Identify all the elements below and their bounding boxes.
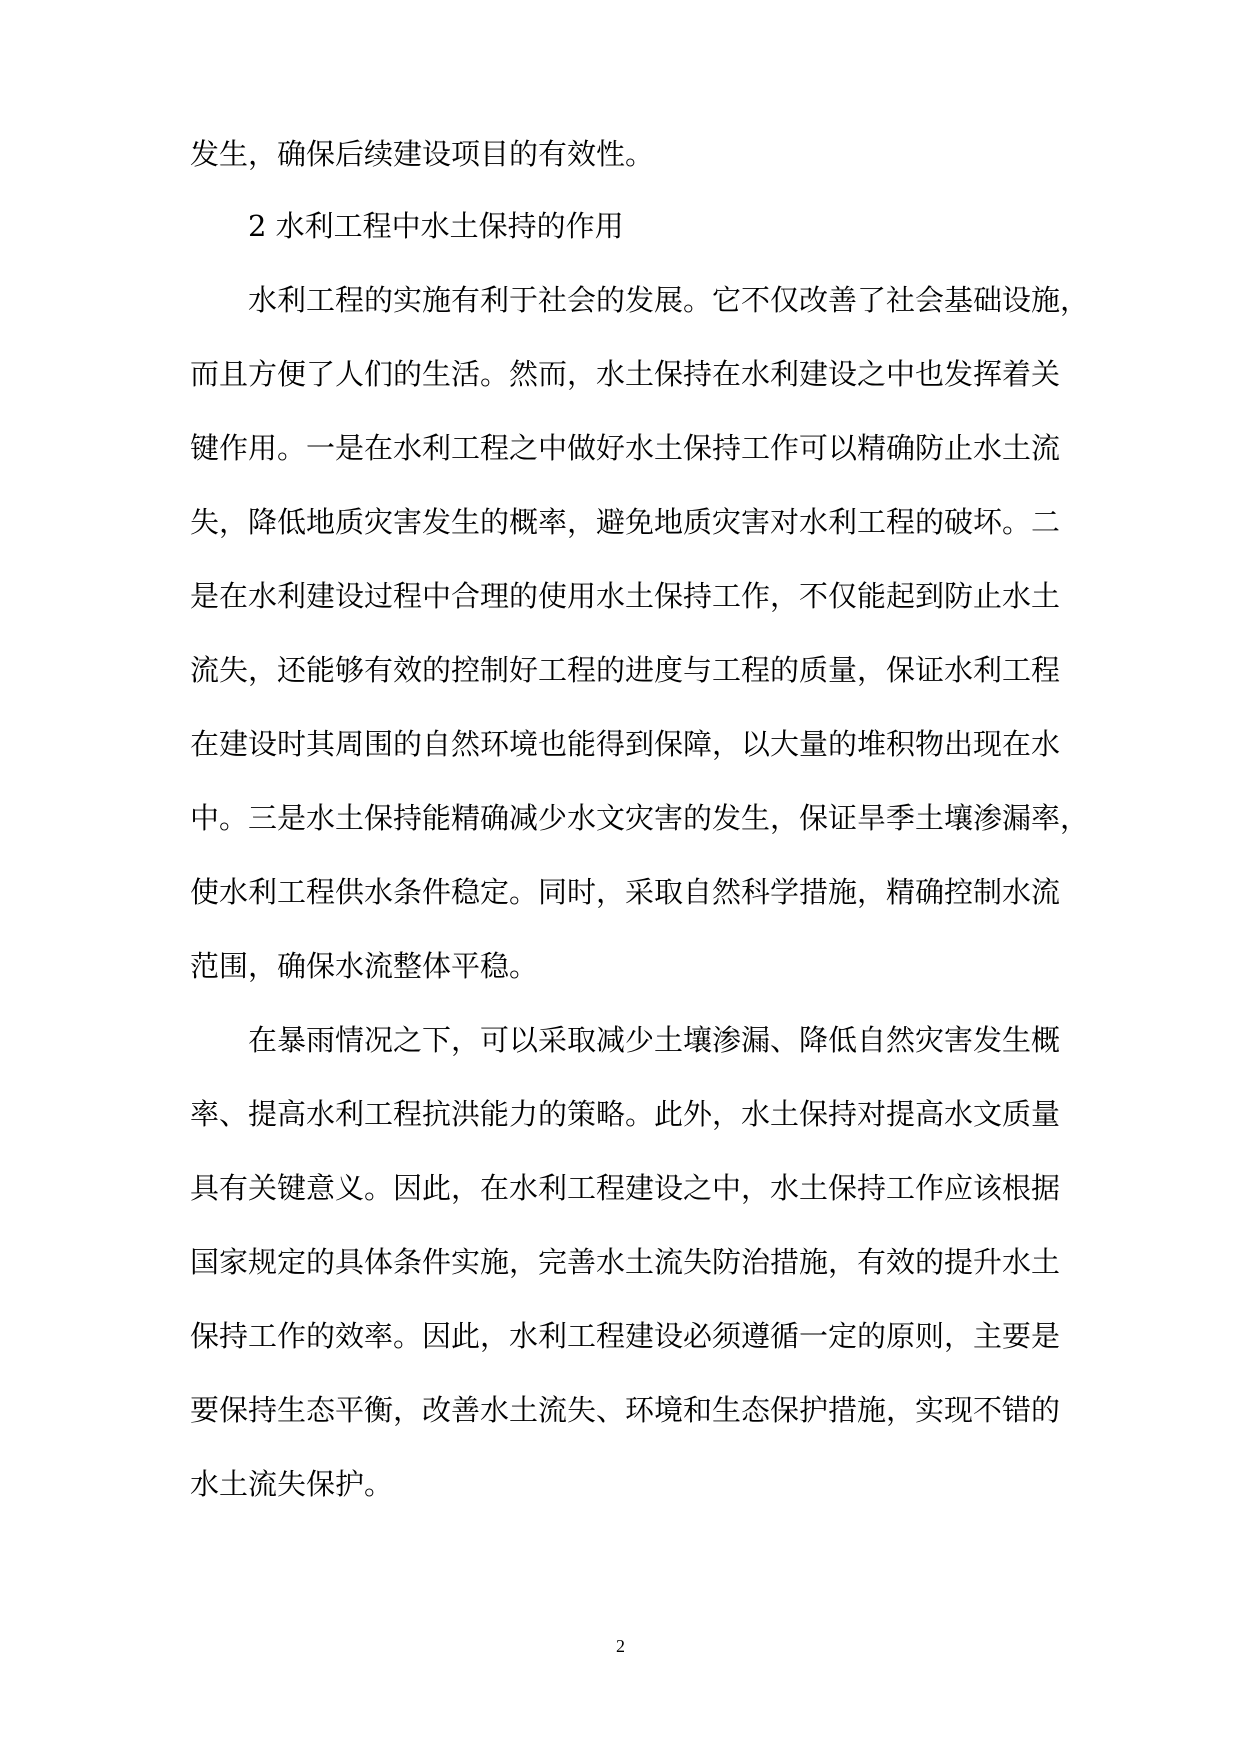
paragraph-line: 而且方便了人们的生活。然而，水土保持在水利建设之中也发挥着关 — [190, 357, 1061, 391]
paragraph-line: 在暴雨情况之下，可以采取减少土壤渗漏、降低自然灾害发生概 — [248, 1023, 1061, 1057]
paragraph-line: 是在水利建设过程中合理的使用水土保持工作，不仅能起到防止水土 — [190, 579, 1061, 613]
paragraph-line: 失，降低地质灾害发生的概率，避免地质灾害对水利工程的破坏。二 — [190, 505, 1061, 539]
paragraph-line: 要保持生态平衡，改善水土流失、环境和生态保护措施，实现不错的 — [190, 1393, 1061, 1427]
paragraph-line: 在建设时其周围的自然环境也能得到保障，以大量的堆积物出现在水 — [190, 727, 1061, 761]
paragraph-line: 水利工程的实施有利于社会的发展。它不仅改善了社会基础设施， — [248, 283, 1090, 317]
paragraph-line: 中。三是水土保持能精确减少水文灾害的发生，保证旱季土壤渗漏率， — [190, 801, 1090, 835]
paragraph-line: 键作用。一是在水利工程之中做好水土保持工作可以精确防止水土流 — [190, 431, 1061, 465]
paragraph-line: 保持工作的效率。因此，水利工程建设必须遵循一定的原则，主要是 — [190, 1319, 1061, 1353]
page-number: 2 — [616, 1636, 625, 1656]
paragraph-line: 国家规定的具体条件实施，完善水土流失防治措施，有效的提升水土 — [190, 1245, 1061, 1279]
section-heading: 2 水利工程中水土保持的作用 — [248, 209, 624, 243]
paragraph-line: 使水利工程供水条件稳定。同时，采取自然科学措施，精确控制水流 — [190, 875, 1061, 909]
paragraph-line: 率、提高水利工程抗洪能力的策略。此外，水土保持对提高水文质量 — [190, 1097, 1061, 1131]
paragraph-line: 范围，确保水流整体平稳。 — [190, 949, 539, 983]
paragraph-line: 具有关键意义。因此，在水利工程建设之中，水土保持工作应该根据 — [190, 1171, 1061, 1205]
paragraph-line: 水土流失保护。 — [190, 1467, 394, 1501]
paragraph-line: 流失，还能够有效的控制好工程的进度与工程的质量，保证水利工程 — [190, 653, 1061, 687]
text-line: 发生，确保后续建设项目的有效性。 — [190, 137, 655, 171]
